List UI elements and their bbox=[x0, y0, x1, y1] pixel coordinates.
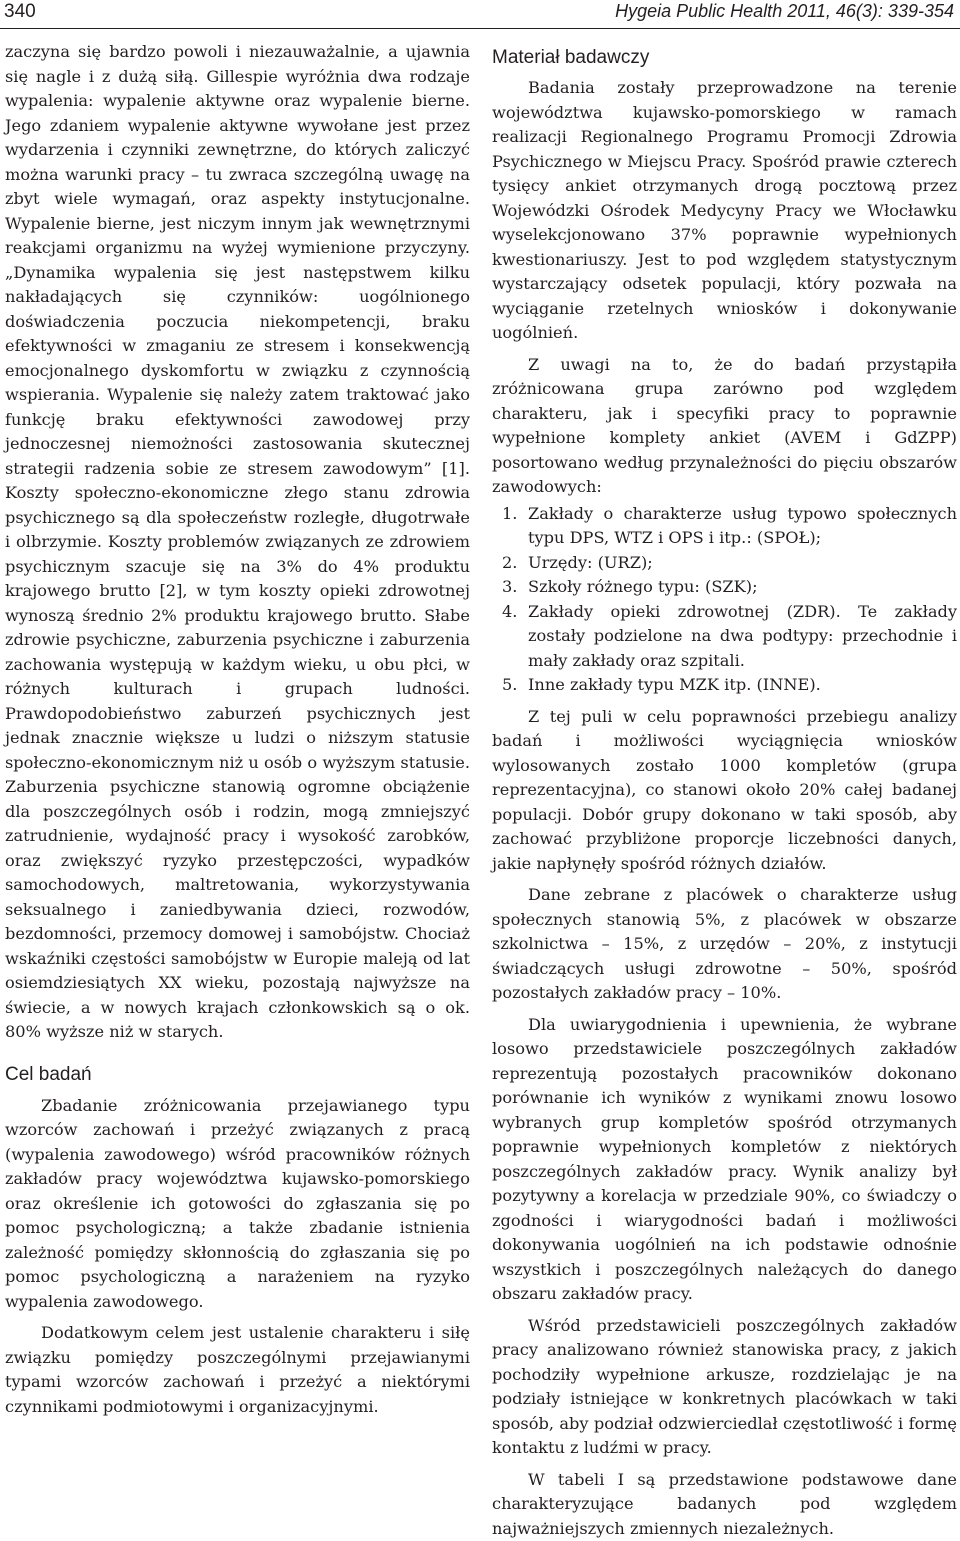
running-header bbox=[0, 0, 960, 29]
list-item-text: Zakłady o charakterze usług typowo społecznych typu DPS, WTZ i OPS i itp.: (SPOŁ); bbox=[528, 504, 957, 548]
section-heading-material: Materiał badawczy bbox=[492, 46, 957, 70]
journal-citation: Hygeia Public Health 2011, 46(3): 339-354 bbox=[615, 1, 954, 22]
intro-paragraph: zaczyna się bardzo powoli i niezauważalnie, a ujawnia się nagle i z dużą siłą. Gillespie wyróżnia dwa rodzaje wypalenia: wypalenie aktywne oraz wypalenie bierne. Jego zdaniem wypalenie aktywne wywołane jest przez wydarzenia i czynniki zewnętrzne, do których zaliczyć można warunki pracy – tu zwraca szczególną uwagę na zbyt wiele wymagań, oraz aspekty instytucjonalne. Wypalenie bierne, jest niczym innym jak wewnętrznymi reakcjami organizmu na wyżej wymienione przyczyny. „Dynamika wypalenia się jest następstwem kilku nakładających się czynników: uogólnionego doświadczenia poczucia niekompetencji, braku efektywności w zmaganiu ze stresem i konsekwencją emocjonalnego dyskomfortu w związku z czynnością wspierania. Wypalenie się należy zatem traktować jako funkcję braku efektywności zawodowej przy jednoczesnej niemożności zastosowania skutecznej strategii radzenia sobie ze stresem zawodowym” [1]. Koszty społeczno-ekonomiczne złego stanu zdrowia psychicznego są dla społeczeństw rozległe, długotrwałe i olbrzymie. Koszty problemów związanych ze zdrowiem psychicznym szacuje się na 3% do 4% produktu krajowego brutto [2], w tym koszty opieki zdrowotnej wynoszą średnio 2% produktu krajowego brutto. Słabe zdrowie psychiczne, zaburzenia psychiczne i zaburzenia zachowania występują w każdym wieku, u obu płci, w różnych kulturach i grupach ludności. Prawdopodobieństwo zaburzeń psychicznych jest jednak znacznie większe u ludzi o niższym statusie społeczno-ekonomicznym niż u osób o wyższym statusie. Zaburzenia psychiczne stanowią ogromne obciążenie dla poszczególnych osób i rodzin, mogą zmniejszyć zatrudnienie, wydajność pracy i wysokość zarobków, oraz zwiększyć ryzyko przestępczości, wypadków samochodowych, maltretowania, wykorzystywania seksualnego i zaniedbywania dzieci, rozwodów, bezdomności, przemocy domowej i samobójstw. Chociaż wskaźniki częstości samobójstw w Europie maleją od lat osiemdziesiątych XX wieku, pozostają najwyższe na świecie, a w nowych krajach członkowskich są o ok. 80% wyższe niż w starych. bbox=[5, 40, 470, 1045]
list-item bbox=[492, 551, 957, 576]
list-item-number: 3. bbox=[502, 575, 517, 600]
list-item-text: Urzędy: (URZ); bbox=[528, 553, 653, 572]
material-paragraph-2: Z uwagi na to, że do badań przystąpiła zróżnicowana grupa zarówno pod względem charakteru, jak i specyfiki pracy to poprawnie wypełnione komplety ankiet (AVEM i GdZPP) posortowano według przynależności do pięciu obszarów zawodowych: bbox=[492, 353, 957, 500]
page-number: 340 bbox=[4, 1, 36, 23]
list-item bbox=[492, 502, 957, 551]
left-column bbox=[5, 40, 470, 1419]
material-paragraph-6: Wśród przedstawicieli poszczególnych zakładów pracy analizowano również stanowiska pracy, z jakich pochodziły wypełnione arkusze, rozdzielając je na podziały istniejące w konkretnych placówkach w taki sposób, aby podział odzwierciedlał częstotliwość i formę kontaktu z ludźmi w pracy. bbox=[492, 1314, 957, 1461]
list-item-number: 2. bbox=[502, 551, 517, 576]
list-item-text: Zakłady opieki zdrowotnej (ZDR). Te zakłady zostały podzielone na dwa podtypy: przechodnie i mały zakłady oraz szpitali. bbox=[528, 602, 957, 670]
list-item bbox=[492, 575, 957, 600]
material-paragraph-1: Badania zostały przeprowadzone na terenie województwa kujawsko-pomorskiego w ramach realizacji Regionalnego Programu Promocji Zdrowia Psychicznego w Miejscu Pracy. Spośród prawie czterech tysięcy ankiet otrzymanych drogą pocztową przez Wojewódzki Ośrodek Medycyny Pracy we Włocławku wyselekcjonowano 37% poprawnie wypełnionych kwestionariuszy. Jest to pod względem statystycznym wystarczający odsetek populacji, który pozwała na wyciąganie rzetelnych wniosków i dokonywanie uogólnień. bbox=[492, 76, 957, 346]
list-item-text: Inne zakłady typu MZK itp. (INNE). bbox=[528, 675, 821, 694]
list-item-number: 1. bbox=[502, 502, 517, 527]
list-item bbox=[492, 600, 957, 674]
occupational-areas-list bbox=[492, 502, 957, 698]
aims-paragraph: Zbadanie zróżnicowania przejawianego typu wzorców zachowań i przeżyć związanych z pracą (wypalenia zawodowego) wśród pracowników różnych zakładów pracy województwa kujawsko-pomorskiego oraz określenie ich gotowości do zgłaszania się po pomoc psychologiczną; a także zbadanie istnienia zależność pomiędzy skłonnością do zgłaszania się po pomoc psychologiczną a narażeniem na ryzyko wypalenia zawodowego. bbox=[5, 1094, 470, 1315]
list-item-text: Szkoły różnego typu: (SZK); bbox=[528, 577, 758, 596]
aims-additional-paragraph: Dodatkowym celem jest ustalenie charakteru i siłę związku pomiędzy poszczególnymi przejawianymi typami wzorców zachowań i przeżyć a niektórymi czynnikami podmiotowymi i organizacyjnymi. bbox=[5, 1321, 470, 1419]
list-item-number: 4. bbox=[502, 600, 517, 625]
material-paragraph-4: Dane zebrane z placówek o charakterze usług społecznych stanowią 5%, z placówek w obszarze szkolnictwa – 15%, z urzędów – 20%, z instytucji świadczących usługi zdrowotne – 50%, spośród pozostałych zakładów pracy – 10%. bbox=[492, 883, 957, 1006]
right-column bbox=[492, 40, 957, 1541]
material-paragraph-5: Dla uwiarygodnienia i upewnienia, że wybrane losowo przedstawiciele poszczególnych zakładów reprezentują pozostałych pracowników dokonano porównanie ich wyników z wynikami znowu losowo wybranych grup kompletów spośród otrzymanych poprawnie wypełnionych kompletów z niektórych poszczególnych zakładów pracy. Wynik analizy był pozytywny a korelacja w przedziale 90%, co świadczy o zgodności i wiarygodności badań i możliwości dokonywania uogólnień na ich podstawie odnośnie wszystkich i poszczególnych należących do danego obszaru zakładów pracy. bbox=[492, 1013, 957, 1307]
material-paragraph-7: W tabeli I są przedstawione podstawowe dane charakteryzujące badanych pod względem najważniejszych zmiennych niezależnych. bbox=[492, 1468, 957, 1541]
section-heading-aims: Cel badań bbox=[5, 1063, 470, 1087]
material-paragraph-3: Z tej puli w celu poprawności przebiegu analizy badań i możliwości wyciągnięcia wniosków wylosowanych zostało 1000 kompletów (grupa reprezentacyjna), co stanowi około 20% całej badanej populacji. Dobór grupy dokonano w taki sposób, aby zachować przybliżone proporcje liczebności danych, jakie napłynęły spośród różnych działów. bbox=[492, 705, 957, 877]
list-item bbox=[492, 673, 957, 698]
list-item-number: 5. bbox=[502, 673, 517, 698]
